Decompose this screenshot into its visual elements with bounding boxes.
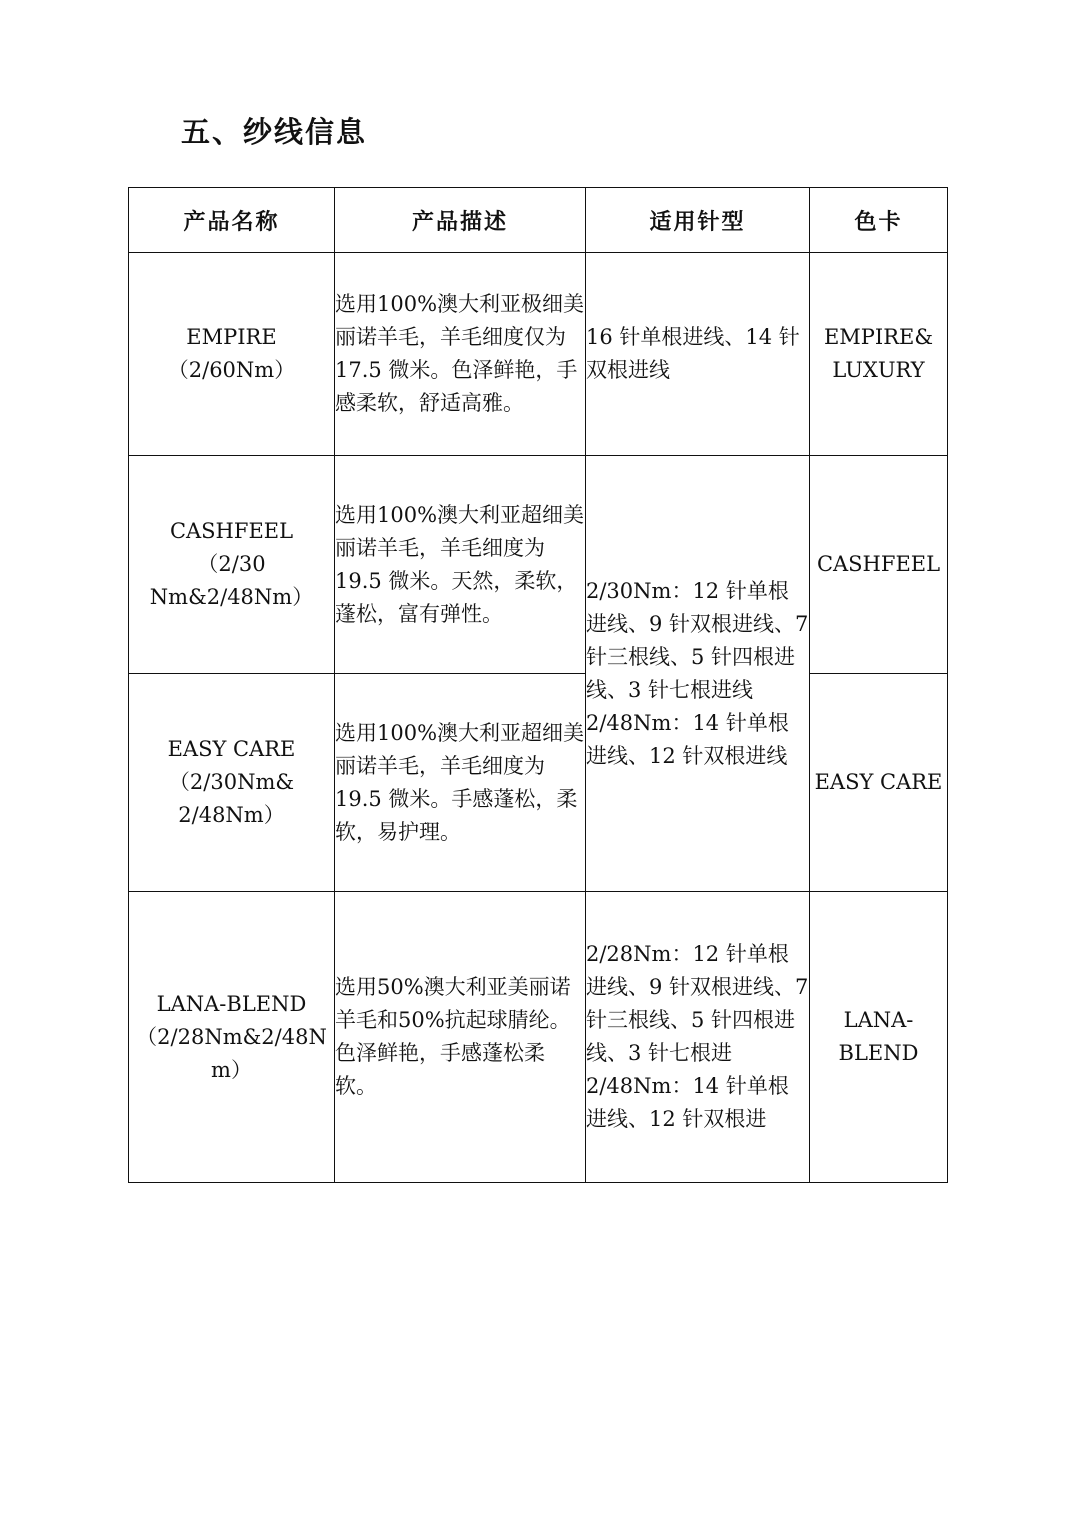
table-row <box>129 253 948 456</box>
product-description: 选用50%澳大利亚美丽诺羊毛和50%抗起球腈纶。色泽鲜艳，手感蓬松柔软。 <box>335 975 571 1098</box>
product-description-cell <box>335 674 586 892</box>
product-description-cell <box>335 892 586 1183</box>
needle-type: 2/30Nm：12 针单根进线、9 针双根进线、7 针三根线、5 针四根进线、3 针七根进线 2/48Nm：14 针单根进线、12 针双根进线 <box>586 578 809 768</box>
header-color-card: 色卡 <box>810 188 948 253</box>
section-title: 五、纱线信息 <box>181 115 368 149</box>
table-header-row <box>129 188 948 253</box>
product-description-cell <box>335 456 586 674</box>
color-card-cell <box>810 674 948 892</box>
color-card-cell <box>810 456 948 674</box>
color-card: CASHFEEL <box>816 552 941 576</box>
color-card-cell <box>810 892 948 1183</box>
color-card: EMPIRE& LUXURY <box>823 325 934 382</box>
product-description-cell <box>335 253 586 456</box>
header-product-description: 产品描述 <box>335 188 586 253</box>
table-row <box>129 456 948 674</box>
color-card: LANA- BLEND <box>838 1008 919 1065</box>
product-description: 选用100%澳大利亚超细美丽诺羊毛，羊毛细度为 19.5 微米。天然，柔软，蓬松，富有弹性。 <box>335 502 585 626</box>
needle-type-cell <box>586 892 810 1183</box>
needle-type: 2/28Nm：12 针单根进线、9 针双根进线、7 针三根线、5 针四根进 线、3 针七根进 2/48Nm：14 针单根进线、12 针双根进 <box>586 942 809 1131</box>
product-description: 选用100%澳大利亚超细美丽诺羊毛，羊毛细度为19.5 微米。手感蓬松，柔软，易护理。 <box>335 720 585 844</box>
product-name-cell <box>129 892 335 1183</box>
product-name: EMPIRE （2/60Nm） <box>167 325 296 382</box>
needle-type: 16 针单根进线、14 针双根进线 <box>586 325 800 382</box>
table-row <box>129 892 948 1183</box>
header-product-name: 产品名称 <box>129 188 335 253</box>
needle-type-cell <box>586 253 810 456</box>
yarn-info-table <box>128 187 948 1183</box>
product-name: CASHFEEL （2/30 Nm&2/48Nm） <box>149 519 314 609</box>
color-card-cell <box>810 253 948 456</box>
table-row <box>129 674 948 892</box>
product-name-cell <box>129 674 335 892</box>
product-name: EASY CARE （2/30Nm& 2/48Nm） <box>167 737 296 827</box>
needle-type-cell-shared <box>586 456 810 892</box>
product-description: 选用100%澳大利亚极细美丽诺羊毛，羊毛细度仅为 17.5 微米。色泽鲜艳，手感柔软，舒适高雅。 <box>335 292 585 415</box>
header-needle-type: 适用针型 <box>586 188 810 253</box>
product-name: LANA-BLEND （2/28Nm&2/48N m） <box>136 991 327 1082</box>
product-name-cell <box>129 456 335 674</box>
product-name-cell <box>129 253 335 456</box>
color-card: EASY CARE <box>814 770 943 794</box>
